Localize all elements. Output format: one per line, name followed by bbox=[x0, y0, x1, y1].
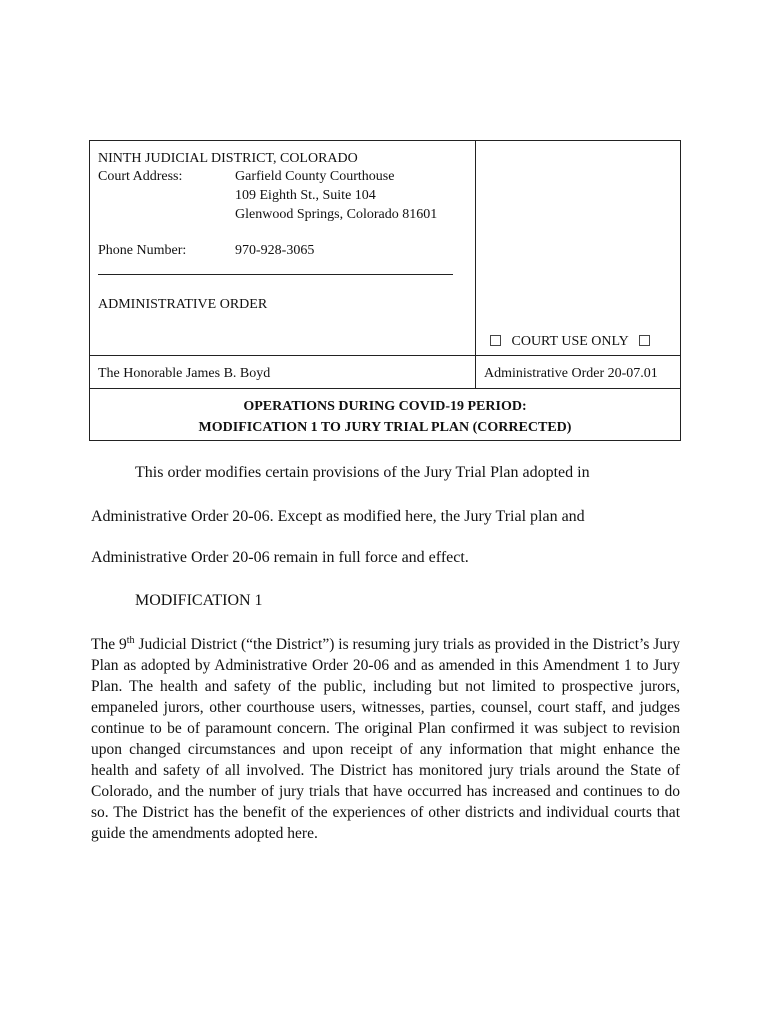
phone-label: Phone Number: bbox=[98, 243, 187, 258]
body-prefix: The 9 bbox=[91, 636, 127, 653]
judge-name: The Honorable James B. Boyd bbox=[98, 366, 271, 381]
caption-divider bbox=[98, 274, 453, 275]
order-title-line-1: OPERATIONS DURING COVID-19 PERIOD: bbox=[243, 399, 527, 414]
order-type: ADMINISTRATIVE ORDER bbox=[98, 297, 268, 312]
intro-line-3: Administrative Order 20-06 remain in full force and effect. bbox=[91, 549, 469, 566]
checkbox-left-icon bbox=[490, 335, 501, 346]
phone-number: 970-928-3065 bbox=[235, 243, 315, 258]
court-use-only-line bbox=[490, 333, 650, 351]
court-use-only-label: COURT USE ONLY bbox=[511, 334, 629, 349]
court-use-cell bbox=[476, 141, 680, 355]
address-line-3: Glenwood Springs, Colorado 81601 bbox=[235, 207, 438, 222]
checkbox-right-icon bbox=[639, 335, 650, 346]
section-heading: MODIFICATION 1 bbox=[135, 592, 263, 609]
address-line-1: Garfield County Courthouse bbox=[235, 169, 395, 184]
judge-cell bbox=[90, 355, 476, 388]
body-text: Judicial District (“the District”) is resuming jury trials as provided in the District’s Jury Plan as adopted by Administrative Order 20-06 and as amended in this Amendment 1 to Jury Plan. The health and safety of the public, including but not limited to prospective jurors, empaneled jurors, other courthouse users, witnesses, parties, counsel, court staff, and judges continue to be of paramount concern. The original Plan confirmed it was subject to revision upon changed circumstances and upon receipt of any information that might enhance the health and safety of all involved. The District has monitored jury trials around the State of Colorado, and the number of jury trials that have occurred has increased and continues to do so. The District has the benefit of the experiences of other districts and individual courts that guide the amendments adopted here. bbox=[91, 636, 680, 842]
intro-line-2: Administrative Order 20-06. Except as modified here, the Jury Trial plan and bbox=[91, 508, 585, 525]
address-label: Court Address: bbox=[98, 169, 183, 184]
order-title bbox=[90, 388, 680, 442]
intro-line-1: This order modifies certain provisions of the Jury Trial Plan adopted in bbox=[135, 464, 590, 481]
address-line-2: 109 Eighth St., Suite 104 bbox=[235, 188, 376, 203]
court-name: NINTH JUDICIAL DISTRICT, COLORADO bbox=[98, 151, 358, 166]
caption-left-cell bbox=[90, 141, 476, 355]
case-caption-box bbox=[89, 140, 681, 441]
order-title-line-2: MODIFICATION 1 TO JURY TRIAL PLAN (CORRECTED) bbox=[198, 420, 572, 435]
order-number: Administrative Order 20-07.01 bbox=[484, 366, 658, 381]
body-superscript: th bbox=[126, 634, 135, 646]
body-paragraph bbox=[91, 634, 680, 844]
order-number-cell bbox=[476, 355, 680, 388]
